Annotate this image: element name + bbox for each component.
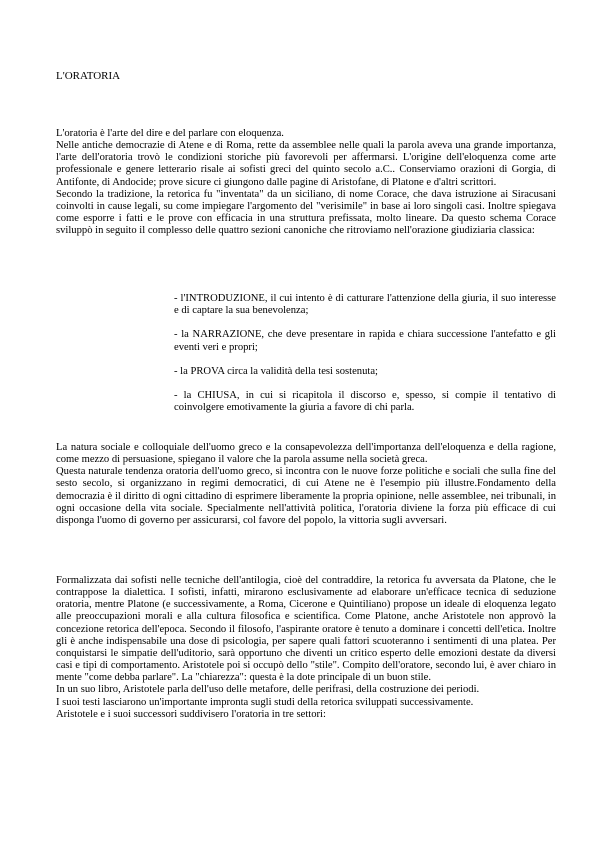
list-item: - l'INTRODUZIONE, il cui intento è di catturare l'attenzione della giuria, il suo interesse e di captare la sua benevolenza;	[174, 293, 556, 317]
paragraph: Aristotele e i suoi successori suddivisero l'oratoria in tre settori:	[56, 708, 326, 720]
paragraph: La natura sociale e colloquiale dell'uomo greco e la consapevolezza dell'importanza dell'eloquenza e della ragione, come mezzo di persuasione, spiegano il valore che la parola assume nella società greca.	[56, 442, 556, 466]
paragraph: In un suo libro, Aristotele parla dell'uso delle metafore, delle perifrasi, della costruzione dei periodi.	[56, 684, 480, 696]
list-item: - la NARRAZIONE, che deve presentare in rapida e chiara successione l'antefatto e gli eventi veri e propri;	[174, 329, 556, 353]
intro-text	[56, 128, 556, 237]
paragraph: Secondo la tradizione, la retorica fu "inventata" da un siciliano, di nome Corace, che dava istruzione ai Siracusani coinvolti in cause legali, su come impiegare l'argomento del "verisimile" in base ai loro singoli casi. Inoltre spiegava come esporre i fatti e le prove con efficacia in una struttura prefissata, molto lineare. Da questo schema Corace sviluppò in seguito il complesso delle quattro sezioni canoniche che ritroviamo nell'orazione giudiziaria classica:	[56, 188, 556, 237]
paragraph: L'oratoria è l'arte del dire e del parlare con eloquenza.	[56, 128, 284, 139]
canonical-sections-list	[174, 293, 556, 426]
paragraph: Formalizzata dai sofisti nelle tecniche dell'antilogia, cioè del contraddire, la retorica fu avversata da Platone, che le contrappose la dialettica. I sofisti, infatti, mirarono esclusivamente ad elaborare un'efficace tecnica di seduzione oratoria, mentre Platone (e successivamente, a Roma, Cicerone e Quintiliano) propose un ideale di eloquenza legato alle preoccupazioni morali e alla cultura filosofica e scientifica. Come Platone, anche Aristotele non approvò la concezione retorica dell'epoca. Secondo il filosofo, l'aspirante oratore è tenuto a dominare i concetti dell'etica. Inoltre gli è anche indispensabile una dose di psicologia, per sapere quali fattori scuoteranno i sentimenti di una platea. Per conquistarsi le simpatie dell'uditorio, sarà opportuno che diventi un critico esperto delle emozioni destate da diversi casi e tipi di comportamento. Aristotele poi si occupò dello "stile". Compito dell'oratore, secondo lui, è aver chiaro in mente "come debba parlare". La "chiarezza": questa è la dote principale di un buon stile.	[56, 575, 556, 684]
society-text	[56, 442, 556, 527]
rhetoric-text	[56, 575, 556, 721]
paragraph: Nelle antiche democrazie di Atene e di Roma, rette da assemblee nelle quali la parola aveva una grande importanza, l'arte dell'oratoria trovò le condizioni storiche più favorevoli per affermarsi. L'origine dell'eloquenza come arte professionale e genere letterario risale ai sofisti greci del quinto secolo a.C.. Conserviamo orazioni di Gorgia, di Antifonte, di Andocide; prove sicure ci giungono dalle pagine di Aristofane, di Platone e d'altri scrittori.	[56, 140, 556, 188]
list-item: - la PROVA circa la validità della tesi sostenuta;	[174, 365, 378, 377]
list-item: - la CHIUSA, in cui si ricapitola il discorso e, spesso, si compie il tentativo di coinvolgere emotivamente la giuria a favore di chi parla.	[174, 390, 556, 414]
paragraph: Questa naturale tendenza oratoria dell'uomo greco, si incontra con le nuove forze politiche e sociali che sulla fine del sesto secolo, si organizzano in regimi democratici, di cui Atene ne è l'esempio più illustre.Fondamento della democrazia è il diritto di ogni cittadino di esprimere liberamente la propria opinione, nelle assemblee, nei tribunali, in ogni occasione della vita sociale. Specialmente nell'attività politica, l'oratoria diviene la forza più efficace di cui disponga l'uomo di governo per assicurarsi, col favore del popolo, la vittoria sugli avversari.	[56, 466, 556, 526]
page-title: L'ORATORIA	[56, 70, 121, 82]
paragraph: I suoi testi lasciarono un'importante impronta sugli studi della retorica sviluppati successivamente.	[56, 696, 474, 708]
